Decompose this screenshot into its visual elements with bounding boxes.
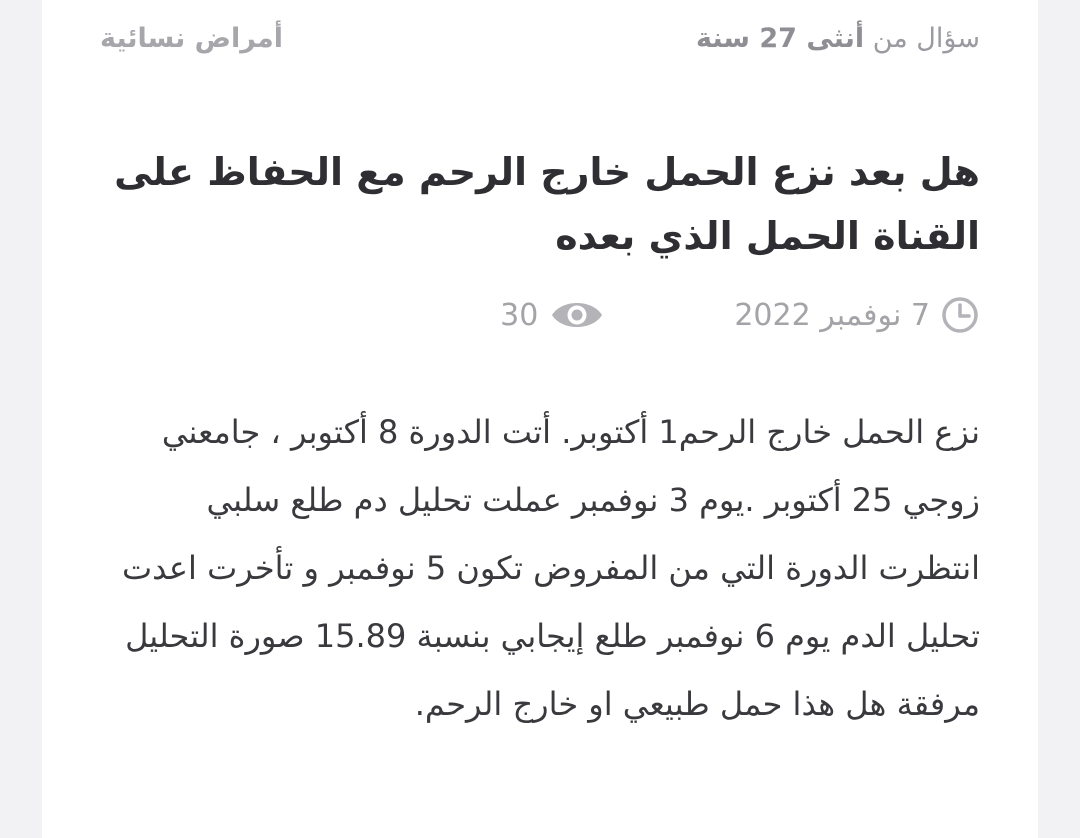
asker-prefix: سؤال من <box>872 22 980 54</box>
category-link[interactable]: أمراض نسائية <box>100 22 284 54</box>
question-body: نزع الحمل خارج الرحم1 أكتوبر. أتت الدورة 8 أكتوبر ، جامعني زوجي 25 أكتوبر .يوم 3 نوفمبر عملت تحليل دم طلع سلبي انتظرت الدورة التي من المفروض تكون 5 نوفمبر و تأخرت اعدت تحليل الدم يوم 6 نوفمبر طلع إيجابي بنسبة 15.89 صورة التحليل مرفقة هل هذا حمل طبيعي او خارج الرحم. <box>122 413 980 723</box>
question-info <box>100 290 980 340</box>
eye-icon <box>550 295 604 335</box>
question-meta <box>100 18 980 58</box>
views-count: 30 <box>500 297 539 333</box>
asker-detail: أنثى 27 سنة <box>696 22 865 54</box>
question-views <box>500 295 604 335</box>
question-card <box>42 0 1038 838</box>
question-title: هل بعد نزع الحمل خارج الرحم مع الحفاظ على القناة الحمل الذي بعده <box>114 150 980 258</box>
clock-icon <box>940 295 980 335</box>
question-date <box>734 295 980 335</box>
date-text: 7 نوفمبر 2022 <box>734 297 930 333</box>
asker-info <box>696 23 980 54</box>
